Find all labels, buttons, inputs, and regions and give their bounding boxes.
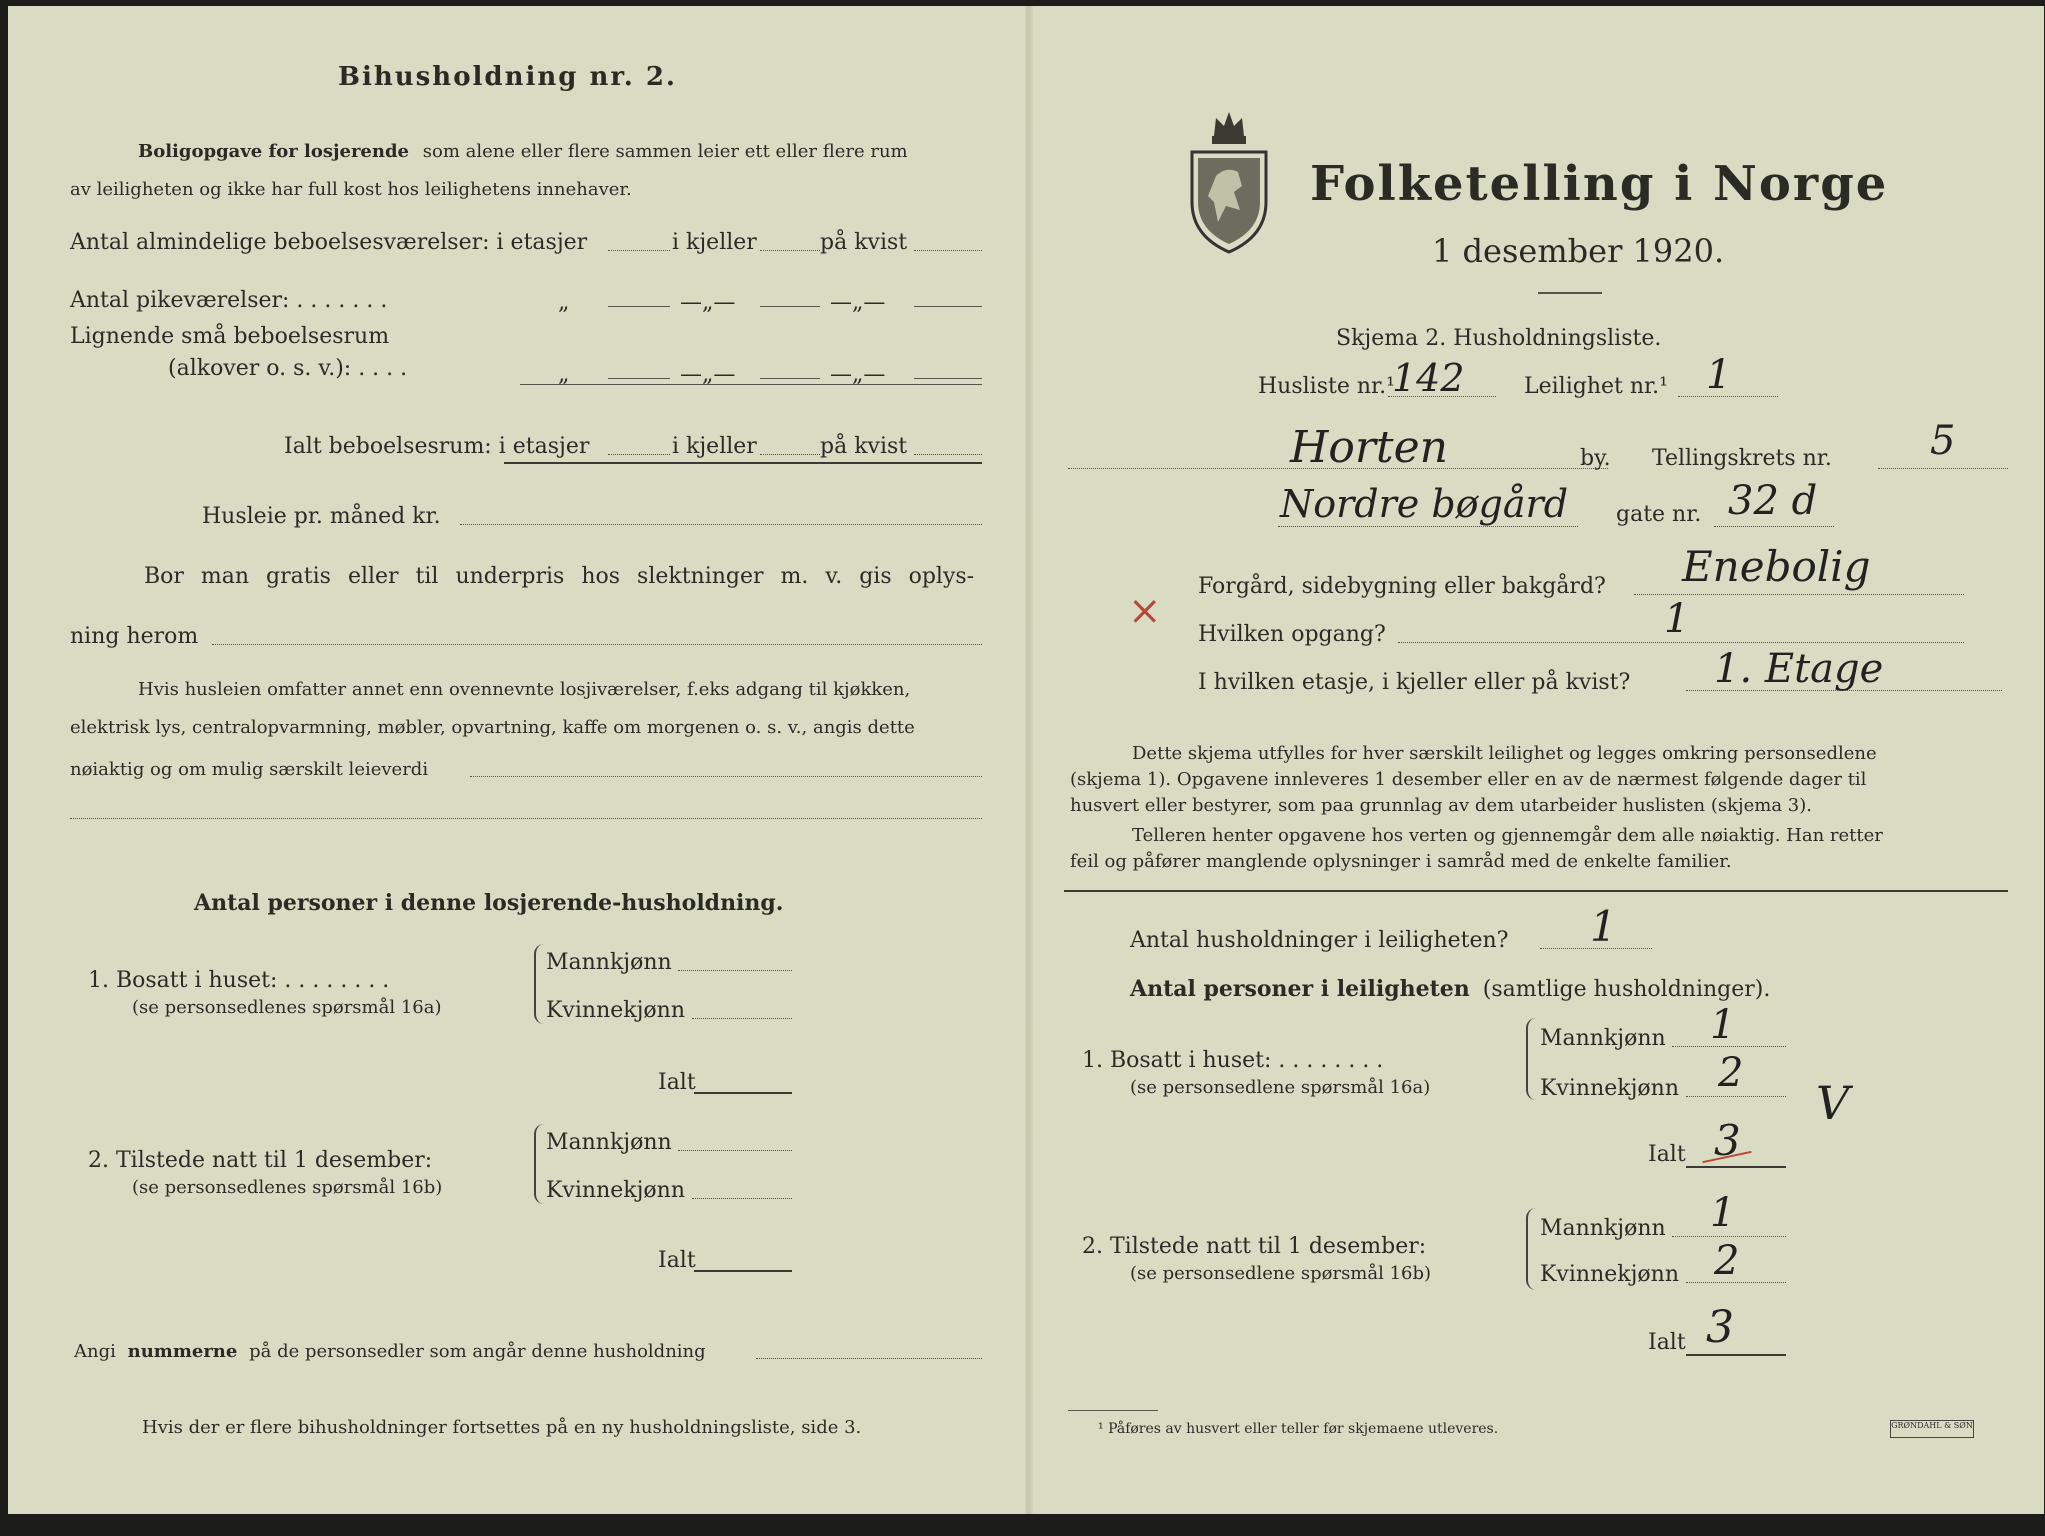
ialt-kjeller-label: i kjeller — [672, 434, 757, 459]
intro-line-1 — [138, 140, 908, 164]
persons-rest: (samtlige husholdninger). — [1482, 977, 1771, 1002]
left-tilstede-brace — [534, 1124, 546, 1204]
pike-field-2[interactable] — [760, 306, 820, 307]
right-bosatt-mann-label: Mannkjønn — [1540, 1026, 1666, 1051]
left-tilstede-sub: (se personsedlenes spørsmål 16b) — [132, 1177, 443, 1198]
alkover-field-2[interactable] — [760, 378, 820, 379]
right-tilstede-ialt-label: Ialt — [1648, 1330, 1686, 1355]
left-tilstede-kvinne-field[interactable] — [692, 1198, 792, 1199]
info-line-5: feil og påfører manglende oplysninger i samråd med de enkelte familier. — [1070, 851, 1732, 872]
title-divider — [1538, 292, 1602, 294]
right-tilstede-kvinne-field — [1686, 1282, 1786, 1283]
right-tilstede-kvinne-value[interactable]: 2 — [1714, 1238, 1740, 1284]
city-value[interactable]: Horten — [1290, 422, 1448, 473]
gratis-field[interactable] — [212, 644, 982, 645]
forgard-value[interactable]: Enebolig — [1682, 542, 1871, 591]
lignende-label: Lignende små beboelsesrum — [70, 324, 390, 349]
husliste-label: Husliste nr.¹ — [1258, 374, 1395, 399]
left-bosatt-mann-field[interactable] — [678, 970, 792, 971]
info-line-4: Telleren henter opgavene hos verten og gjennemgår dem alle nøiaktig. Han retter — [1132, 825, 1883, 846]
etasje-label: I hvilken etasje, i kjeller eller på kvist? — [1198, 670, 1631, 695]
alkover-field-1[interactable] — [608, 378, 670, 379]
gate-value[interactable]: 32 d — [1728, 478, 1818, 524]
etasje-field — [1686, 690, 2002, 691]
ialt-etasjer-field[interactable] — [608, 454, 670, 455]
ialt-kvist-label: på kvist — [820, 434, 908, 459]
angi-bold: nummerne — [127, 1341, 238, 1362]
husholdninger-value[interactable]: 1 — [1590, 902, 1617, 951]
pike-ditto-1: „ — [558, 290, 570, 315]
page-fold — [1025, 6, 1033, 1514]
left-tilstede-kvinne-label: Kvinnekjønn — [546, 1178, 685, 1203]
husleie-label: Husleie pr. måned kr. — [202, 504, 441, 529]
opgang-label: Hvilken opgang? — [1198, 622, 1386, 647]
street-value[interactable]: Nordre bøgård — [1280, 482, 1569, 526]
persons-line — [1130, 976, 1770, 1003]
skjema-label: Skjema 2. Husholdningsliste. — [1336, 326, 1662, 351]
right-bosatt-mann-field — [1672, 1046, 1786, 1047]
alkover-ditto-1: „ — [558, 362, 570, 387]
left-page — [8, 6, 1018, 1514]
left-bosatt-ialt-field[interactable] — [694, 1092, 792, 1094]
left-bosatt-brace — [534, 944, 546, 1024]
pike-ditto-3: —„— — [830, 290, 886, 315]
right-bosatt-kvinne-field — [1686, 1096, 1786, 1097]
right-tilstede-mann-label: Mannkjønn — [1540, 1216, 1666, 1241]
right-bosatt-mann-value[interactable]: 1 — [1710, 1002, 1736, 1048]
ialt-kvist-field[interactable] — [914, 454, 982, 455]
right-bosatt-label: 1. Bosatt i huset: . . . . . . . . — [1082, 1048, 1384, 1073]
husholdninger-label: Antal husholdninger i leiligheten? — [1130, 928, 1509, 953]
info-line-3: husvert eller bestyrer, som paa grunnlag av dem utarbeider huslisten (skjema 3). — [1070, 795, 1812, 816]
alkover-ditto-3: —„— — [830, 362, 886, 387]
right-tilstede-ialt-value[interactable]: 3 — [1706, 1302, 1734, 1353]
forgard-label: Forgård, sidebygning eller bakgård? — [1198, 574, 1606, 599]
right-page — [1038, 6, 2044, 1514]
rooms-kvist-label: på kvist — [820, 230, 908, 255]
leilighet-field — [1678, 396, 1778, 397]
angi-pre: Angi — [74, 1341, 116, 1362]
note-line-3: nøiaktig og om mulig særskilt leieverdi — [70, 759, 429, 780]
etasje-value[interactable]: 1. Etage — [1714, 646, 1884, 692]
husliste-value[interactable]: 142 — [1392, 356, 1465, 400]
right-tilstede-ialt-field — [1686, 1354, 1786, 1356]
rooms-kvist-field[interactable] — [914, 250, 982, 251]
leilighet-label: Leilighet nr.¹ — [1524, 374, 1668, 399]
check-mark: V — [1816, 1076, 1850, 1130]
section-divider — [1064, 890, 2008, 892]
right-bosatt-ialt-field — [1686, 1166, 1786, 1168]
intro-line-2: av leiligheten og ikke har full kost hos leilighetens innehaver. — [70, 179, 632, 200]
angi-post: på de personsedler som angår denne husholdning — [249, 1341, 706, 1362]
printer-stamp: GRØNDAHL & SØN — [1890, 1420, 1974, 1438]
rooms-kjeller-label: i kjeller — [672, 230, 757, 255]
left-bosatt-label: 1. Bosatt i huset: . . . . . . . . — [88, 968, 390, 993]
note-line-2: elektrisk lys, centralopvarmning, møbler, opvartning, kaffe om morgenen o. s. v., angis dette — [70, 717, 915, 738]
left-bosatt-mann-label: Mannkjønn — [546, 950, 672, 975]
forgard-field — [1634, 594, 1964, 595]
leieverdi-field[interactable] — [470, 776, 982, 777]
note-line-1: Hvis husleien omfatter annet enn ovennevnte losjiværelser, f.eks adgang til kjøkken, — [138, 679, 911, 700]
norway-coat-of-arms-icon — [1186, 106, 1272, 256]
info-line-2: (skjema 1). Opgavene innleveres 1 desember eller en av de nærmest følgende dager til — [1070, 769, 1867, 790]
right-tilstede-mann-field — [1672, 1236, 1786, 1237]
census-form-sheet — [8, 6, 2044, 1514]
alkover-label: (alkover o. s. v.): . . . . — [168, 356, 408, 381]
right-bosatt-brace — [1526, 1018, 1538, 1100]
street-field — [1278, 526, 1578, 527]
left-tilstede-ialt-label: Ialt — [658, 1248, 696, 1273]
angi-line — [74, 1340, 706, 1364]
right-tilstede-label: 2. Tilstede natt til 1 desember: — [1082, 1234, 1427, 1259]
right-tilstede-sub: (se personsedlene spørsmål 16b) — [1130, 1263, 1432, 1284]
left-bosatt-sub: (se personsedlenes spørsmål 16a) — [132, 997, 442, 1018]
opgang-field — [1398, 642, 1964, 643]
census-date: 1 desember 1920. — [1432, 232, 1725, 270]
husholdninger-field — [1540, 948, 1652, 949]
city-field — [1068, 468, 1608, 469]
alkover-underline — [520, 384, 982, 385]
right-bosatt-ialt-value[interactable]: 3 — [1714, 1116, 1741, 1165]
right-bosatt-kvinne-value[interactable]: 2 — [1718, 1050, 1744, 1096]
left-bosatt-ialt-label: Ialt — [658, 1070, 696, 1095]
right-tilstede-brace — [1526, 1208, 1538, 1290]
ialt-kjeller-field[interactable] — [760, 454, 820, 455]
tellingskrets-label: Tellingskrets nr. — [1652, 446, 1832, 471]
rooms-kjeller-field[interactable] — [760, 250, 820, 251]
leieverdi-field-2[interactable] — [70, 818, 982, 819]
gratis-line-2: ning herom — [70, 624, 199, 649]
gratis-line-1: Bor man gratis eller til underpris hos slektninger m. v. gis oplys- — [144, 564, 975, 589]
tellingskrets-value[interactable]: 5 — [1930, 418, 1956, 464]
pike-label: Antal pikeværelser: . . . . . . . — [70, 288, 388, 313]
right-bosatt-sub: (se personsedlene spørsmål 16a) — [1130, 1077, 1431, 1098]
alkover-field-3[interactable] — [914, 378, 982, 379]
footnote-rule — [1068, 1410, 1158, 1411]
alkover-ditto-2: —„— — [680, 362, 736, 387]
main-title: Folketelling i Norge — [1310, 156, 1889, 212]
right-bosatt-ialt-label: Ialt — [1648, 1142, 1686, 1167]
left-bosatt-kvinne-field[interactable] — [692, 1018, 792, 1019]
left-tilstede-mann-field[interactable] — [678, 1150, 792, 1151]
red-cross-mark: × — [1128, 588, 1162, 634]
gate-label: gate nr. — [1616, 502, 1702, 527]
left-footer: Hvis der er flere bihusholdninger fortsettes på en ny husholdningsliste, side 3. — [142, 1417, 862, 1438]
persons-heading: Antal personer i denne losjerende-husholdning. — [194, 890, 784, 916]
right-bosatt-kvinne-label: Kvinnekjønn — [1540, 1076, 1679, 1101]
intro-rest: som alene eller flere sammen leier ett eller flere rum — [422, 141, 908, 162]
right-tilstede-mann-value[interactable]: 1 — [1710, 1190, 1736, 1236]
intro-bold: Boligopgave for losjerende — [138, 141, 410, 162]
ialt-underline — [504, 462, 982, 464]
pike-field-3[interactable] — [914, 306, 982, 307]
pike-ditto-2: —„— — [680, 290, 736, 315]
husliste-field — [1388, 396, 1496, 397]
left-tilstede-label: 2. Tilstede natt til 1 desember: — [88, 1148, 433, 1173]
bihusholdning-title: Bihusholdning nr. 2. — [338, 62, 677, 92]
gate-field — [1714, 526, 1834, 527]
left-bosatt-kvinne-label: Kvinnekjønn — [546, 998, 685, 1023]
footnote: ¹ Påføres av husvert eller teller før skjemaene utleveres. — [1098, 1421, 1499, 1437]
info-line-1: Dette skjema utfylles for hver særskilt leilighet og legges omkring personsedlene — [1132, 743, 1877, 764]
left-tilstede-ialt-field[interactable] — [694, 1270, 792, 1272]
by-label: by. — [1580, 446, 1611, 471]
tellingskrets-field — [1878, 468, 2008, 469]
rooms-etasjer-field[interactable] — [608, 250, 670, 251]
left-tilstede-mann-label: Mannkjønn — [546, 1130, 672, 1155]
husleie-field[interactable] — [460, 524, 982, 525]
angi-field[interactable] — [756, 1358, 982, 1359]
opgang-value[interactable]: 1 — [1664, 596, 1690, 642]
ialt-rooms-label: Ialt beboelsesrum: i etasjer — [284, 434, 590, 459]
pike-field-1[interactable] — [608, 306, 670, 307]
right-tilstede-kvinne-label: Kvinnekjønn — [1540, 1262, 1679, 1287]
persons-bold: Antal personer i leiligheten — [1130, 976, 1470, 1002]
leilighet-value[interactable]: 1 — [1706, 352, 1732, 398]
rooms-label: Antal almindelige beboelsesværelser: i etasjer — [70, 230, 588, 255]
